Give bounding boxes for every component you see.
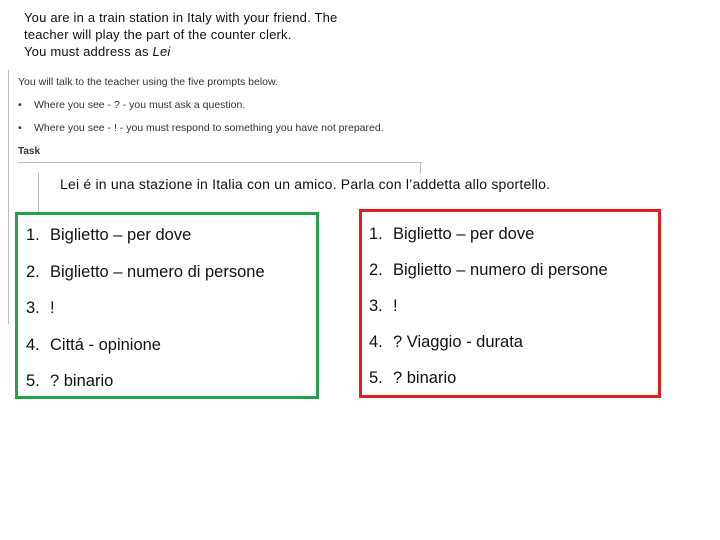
document-border-left <box>8 70 9 324</box>
instruction-bullet <box>18 99 245 111</box>
item-text: ? binario <box>393 369 457 387</box>
item-number: 4. <box>369 333 383 351</box>
item-text: Biglietto – per dove <box>50 226 192 244</box>
item-text: ! <box>50 299 55 317</box>
item-text: ? Viaggio - durata <box>393 333 523 351</box>
task-box-border <box>38 172 39 212</box>
item-number: 3. <box>26 299 40 317</box>
task-label: Task <box>18 146 41 157</box>
instruction-bullet-text: Where you see - ? - you must ask a question. <box>34 99 246 111</box>
instructions-heading: You will talk to the teacher using the five prompts below. <box>18 76 278 88</box>
intro-line-3-italic: Lei <box>152 44 171 59</box>
instruction-bullet <box>18 122 384 134</box>
instruction-bullet-text: Where you see - ! - you must respond to something you have not prepared. <box>34 122 384 134</box>
document-divider <box>18 162 422 163</box>
item-number: 1. <box>369 225 383 243</box>
item-text: ! <box>393 297 398 315</box>
item-number: 4. <box>26 336 40 354</box>
item-number: 5. <box>369 369 383 387</box>
list-item <box>26 336 161 355</box>
list-item <box>369 333 523 352</box>
item-number: 2. <box>26 263 40 281</box>
document-divider-edge <box>420 162 421 174</box>
item-text: Cittá - opinione <box>50 336 161 354</box>
list-item <box>369 225 534 244</box>
item-text: ? binario <box>50 372 114 390</box>
list-item <box>26 226 191 245</box>
item-number: 1. <box>26 226 40 244</box>
item-text: Biglietto – per dove <box>393 225 535 243</box>
list-item <box>26 263 265 282</box>
list-item <box>26 372 113 391</box>
list-item <box>369 369 456 388</box>
list-item <box>369 297 398 316</box>
intro-line-1: You are in a train station in Italy with your friend. The <box>24 10 338 25</box>
bullet-symbol: • <box>18 99 22 111</box>
intro-line-2: teacher will play the part of the counter clerk. <box>24 27 292 42</box>
item-number: 5. <box>26 372 40 390</box>
intro-line-3 <box>24 43 404 60</box>
item-text: Biglietto – numero di persone <box>50 263 265 281</box>
bullet-symbol: • <box>18 122 22 134</box>
task-description: Lei é in una stazione in Italia con un amico. Parla con l’addetta allo sportello. <box>60 176 551 192</box>
intro-text <box>24 9 404 60</box>
list-item <box>26 299 55 318</box>
list-item <box>369 261 608 280</box>
intro-line-3-prefix: You must address as <box>24 44 153 59</box>
item-number: 2. <box>369 261 383 279</box>
item-number: 3. <box>369 297 383 315</box>
item-text: Biglietto – numero di persone <box>393 261 608 279</box>
